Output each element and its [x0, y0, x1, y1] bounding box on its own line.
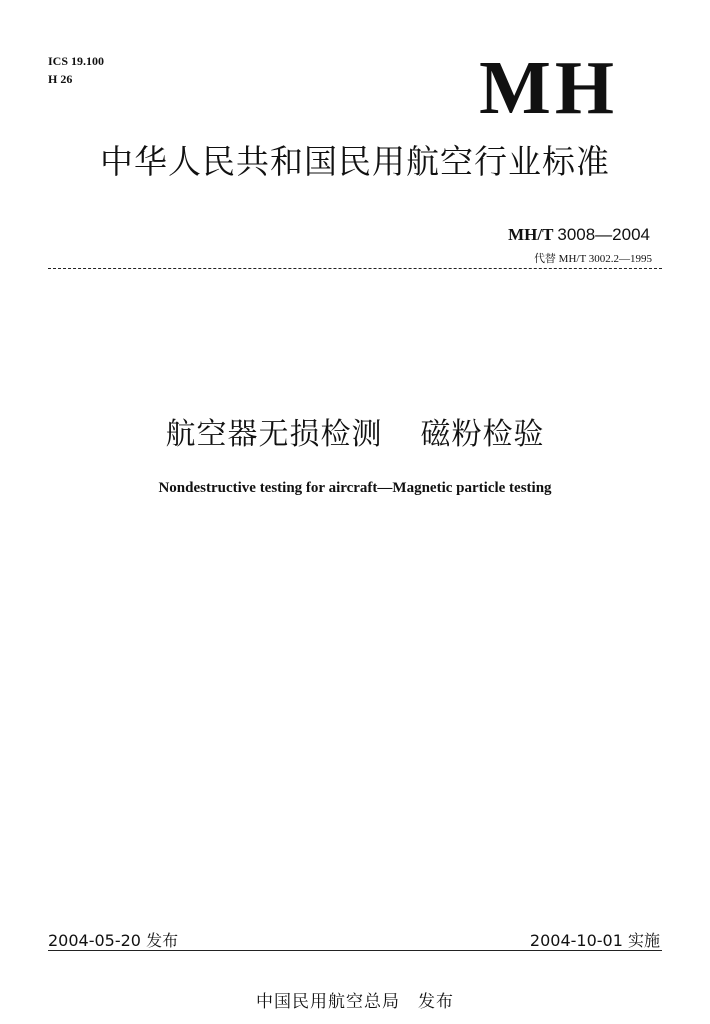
classification-code: H 26: [48, 72, 73, 86]
standard-code: [508, 225, 650, 245]
ics-block: [48, 52, 104, 88]
effective-date: 2004-10-01 实施: [529, 931, 660, 950]
ics-code: ICS 19.100: [48, 54, 105, 68]
document-title-cn: [0, 415, 710, 455]
standard-title: 中华人民共和国民用航空行业标准: [100, 142, 610, 181]
standard-code-number: 3008—2004: [557, 225, 650, 244]
document-title-en: Nondestructive testing for aircraft—Magnetic particle testing: [158, 480, 552, 496]
document-title-cn-part1: 航空器无损检测: [165, 417, 383, 452]
header-divider: [48, 268, 662, 269]
issuer-action: 发布: [418, 992, 454, 1012]
standard-code-prefix: MH/T: [508, 225, 554, 244]
document-title-cn-part2: 磁粉检验: [420, 417, 545, 452]
issuer-line: [0, 987, 710, 1012]
issuer-name: 中国民用航空总局: [256, 992, 400, 1012]
replaces-code: 代替 MH/T 3002.2—1995: [533, 253, 652, 265]
footer-divider: [48, 950, 662, 951]
issue-date: 2004-05-20 发布: [48, 931, 179, 950]
mh-logo: MH: [479, 46, 618, 130]
